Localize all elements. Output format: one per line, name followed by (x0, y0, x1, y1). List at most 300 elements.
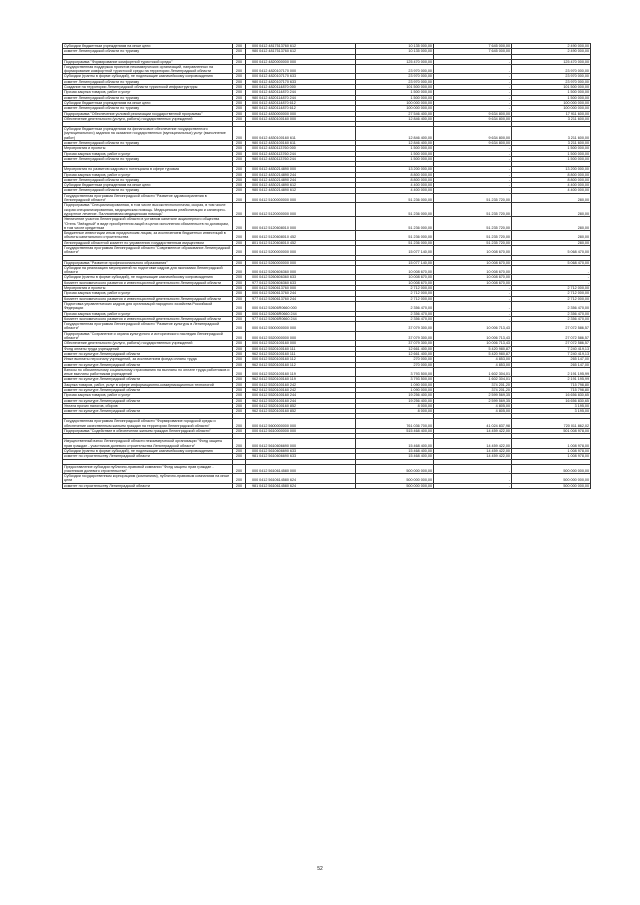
row-approved-cell: 500 000 000,00 (356, 483, 434, 488)
row-executed-cell: 374 201,20 (434, 382, 512, 387)
row-approved-cell: 15 468 400,00 (356, 454, 434, 459)
row-executed-cell: - (434, 156, 512, 161)
row-code-cell: 200 (233, 172, 246, 177)
row-name-cell: комитет Ленинградской области по туризму (63, 188, 233, 193)
row-approved-cell: 27 546 400,00 (356, 111, 434, 116)
row-approved-cell: 51 236 000,00 (356, 240, 434, 245)
row-code-cell: 200 (233, 90, 246, 95)
row-executed-cell: 374 201,20 (434, 388, 512, 393)
row-remaining-cell: 280,00 (512, 217, 591, 231)
row-code-cell: 200 (233, 403, 246, 408)
row-executed-cell: 51 235 720,00 (434, 203, 512, 217)
row-remaining-cell: 280,00 (512, 193, 591, 203)
table-row (63, 322, 591, 332)
row-name-cell: комитет по строительству Ленинградской области (63, 483, 233, 488)
row-kbk-cell: 000 0412 4820000000 000 (246, 59, 356, 64)
row-executed-cell: - (434, 311, 512, 316)
row-name-cell: комитет по культуре Ленинградской области (63, 398, 233, 403)
row-executed-cell: - (434, 59, 512, 64)
row-approved-cell: 12 661 400,00 (356, 346, 434, 351)
row-executed-cell: 9 634 800,00 (434, 141, 512, 146)
row-executed-cell: 1 602 304,01 (434, 367, 512, 377)
row-approved-cell: 10 008 670,00 (356, 275, 434, 280)
row-kbk-cell: 977 0412 5260606360 633 (246, 280, 356, 285)
row-code-cell: 200 (233, 156, 246, 161)
row-kbk-cell: 000 0412 5600000000 000 (246, 419, 356, 429)
row-code-cell: 200 (233, 357, 246, 362)
row-remaining-cell: 27 072 586,57 (512, 322, 591, 332)
row-remaining-cell: 4 400 000,00 (512, 183, 591, 188)
table-row (63, 231, 591, 241)
row-executed-cell: - (434, 188, 512, 193)
row-code-cell: 200 (233, 316, 246, 321)
table-row (63, 474, 591, 484)
row-name-cell: Ленинградский областной комитет по управлению государственным имуществом (63, 240, 233, 245)
row-kbk-cell: 980 0412 4820114870 244 (246, 95, 356, 100)
row-kbk-cell: 000 0412 5260613760 000 (246, 286, 356, 291)
row-name-cell: Подпрограмма "Специализированная, в том числе высокотехнологичная, скорая, в том числе скорая специализированная, медицинская помощь. Медицинская реабилитация и санаторно-курортное лечение. Паллиативная медицинская помощь" (63, 203, 233, 217)
row-executed-cell: 41 024 837,98 (434, 419, 512, 429)
table-row (63, 193, 591, 203)
row-kbk-cell: 000 0412 5200000000 000 (246, 245, 356, 255)
row-approved-cell: 19 256 400,00 (356, 398, 434, 403)
row-remaining-cell: 3 195,00 (512, 409, 591, 414)
row-executed-cell: 9 634 800,00 (434, 111, 512, 116)
row-executed-cell: 4 805,00 (434, 409, 512, 414)
row-code-cell: 200 (233, 193, 246, 203)
row-executed-cell: 4 853,00 (434, 362, 512, 367)
row-code-cell: 200 (233, 74, 246, 79)
row-name-cell: Прочая закупка товаров, работ и услуг (63, 393, 233, 398)
row-kbk-cell: 000 0412 5260613760 244 (246, 291, 356, 296)
row-executed-cell: - (434, 183, 512, 188)
row-kbk-cell: 801 0412 5120608010 452 (246, 240, 356, 245)
row-kbk-cell: 000 0412 5610000000 000 (246, 429, 356, 434)
row-name-cell: Подпрограмма "Формирование комфортной туристской среды" (63, 59, 233, 64)
row-approved-cell: 500 000 000,00 (356, 464, 434, 474)
row-code-cell: 200 (233, 79, 246, 84)
row-kbk-cell: 977 0412 5260613760 244 (246, 296, 356, 301)
row-remaining-cell: 13 200 000,00 (512, 167, 591, 172)
row-remaining-cell: - (512, 280, 591, 285)
row-code-cell: 200 (233, 167, 246, 172)
row-kbk-cell: 980 0412 4820114870 612 (246, 106, 356, 111)
row-code-cell: 200 (233, 362, 246, 367)
row-code-cell: 200 (233, 106, 246, 111)
row-remaining-cell: 125 470 000,00 (512, 59, 591, 64)
row-code-cell: 200 (233, 260, 246, 265)
row-name-cell: Комитет экономического развития и инвестиционной деятельности Ленинградской области (63, 296, 233, 301)
row-name-cell: Подпрограмма "Развитие профессионального образования" (63, 260, 233, 265)
row-approved-cell: 1 500 000,00 (356, 151, 434, 156)
row-code-cell: 200 (233, 280, 246, 285)
row-remaining-cell: 7 240 419,13 (512, 351, 591, 356)
row-approved-cell: 10 008 670,00 (356, 265, 434, 275)
row-remaining-cell: - (512, 265, 591, 275)
row-name-cell: комитет по культуре Ленинградской области (63, 388, 233, 393)
row-code-cell: 200 (233, 419, 246, 429)
row-approved-cell: 761 036 700,00 (356, 419, 434, 429)
row-name-cell: Подпрограмма "Сохранение и охрана культурного и исторического наследия Ленинградской области" (63, 331, 233, 341)
table-row (63, 464, 591, 474)
row-kbk-cell: 000 0412 5610606690 633 (246, 448, 356, 453)
row-kbk-cell: 977 0412 52606R0660 244 (246, 316, 356, 321)
row-code-cell: 200 (233, 322, 246, 332)
row-remaining-cell: 280,00 (512, 203, 591, 217)
row-kbk-cell: 000 0412 4820114870 244 (246, 90, 356, 95)
row-executed-cell: 51 235 720,00 (434, 217, 512, 231)
row-executed-cell: 51 235 720,00 (434, 231, 512, 241)
row-remaining-cell: 715 798,80 (512, 382, 591, 387)
row-code-cell: 200 (233, 464, 246, 474)
table-row (63, 203, 591, 217)
row-remaining-cell: 2 490 000,00 (512, 49, 591, 54)
row-kbk-cell: 980 0412 4830214890 612 (246, 188, 356, 193)
row-name-cell: Субсидии бюджетным учреждениям на иные цели (63, 183, 233, 188)
row-executed-cell: 5 420 980,87 (434, 346, 512, 351)
budget-execution-table (62, 43, 591, 489)
row-code-cell: 200 (233, 151, 246, 156)
row-code-cell: 200 (233, 111, 246, 116)
row-code-cell: 200 (233, 127, 246, 141)
row-name-cell: комитет по культуре Ленинградской области (63, 409, 233, 414)
row-remaining-cell: 23 970 000,00 (512, 64, 591, 74)
row-code-cell: 200 (233, 245, 246, 255)
row-remaining-cell: 8 800 000,00 (512, 172, 591, 177)
row-remaining-cell: 23 970 000,00 (512, 74, 591, 79)
row-approved-cell: 23 970 000,00 (356, 74, 434, 79)
row-code-cell: 200 (233, 393, 246, 398)
row-remaining-cell: 1 500 000,00 (512, 151, 591, 156)
row-kbk-cell: 962 0412 5520100160 242 (246, 388, 356, 393)
row-remaining-cell: 265 147,00 (512, 362, 591, 367)
row-executed-cell: 10 008 670,00 (434, 275, 512, 280)
row-name-cell: Субсидии (гранты в форме субсидий), не подлежащие казначейскому сопровождению (63, 275, 233, 280)
row-remaining-cell: 100 000 000,00 (512, 100, 591, 105)
row-remaining-cell: 500 000 000,00 (512, 483, 591, 488)
row-executed-cell: - (434, 301, 512, 311)
row-approved-cell: 500 000 000,00 (356, 474, 434, 484)
row-kbk-cell: 000 0412 5120608010 000 (246, 217, 356, 231)
row-executed-cell: 10 008 670,00 (434, 280, 512, 285)
row-kbk-cell: 000 0412 5500000000 000 (246, 322, 356, 332)
row-executed-cell: - (434, 85, 512, 90)
row-code-cell: 200 (233, 382, 246, 387)
row-name-cell: Субсидии бюджетным учреждениям на иные цели (63, 100, 233, 105)
row-remaining-cell: 715 798,80 (512, 388, 591, 393)
row-name-cell: Прочая закупка товаров, работ и услуг (63, 90, 233, 95)
row-remaining-cell: 2 712 000,00 (512, 286, 591, 291)
row-approved-cell: 101 500 000,00 (356, 85, 434, 90)
row-name-cell: Иные выплаты персоналу учреждений, за исключением фонда оплаты труда (63, 357, 233, 362)
row-name-cell: Субсидии (гранты в форме субсидий), не подлежащие казначейскому сопровождению (63, 448, 233, 453)
row-remaining-cell: 1 008 978,00 (512, 448, 591, 453)
row-code-cell: 200 (233, 398, 246, 403)
row-remaining-cell: 280,00 (512, 240, 591, 245)
row-remaining-cell: 1 008 978,00 (512, 454, 591, 459)
row-code-cell: 200 (233, 351, 246, 356)
row-remaining-cell: 5 068 470,00 (512, 245, 591, 255)
row-remaining-cell: 2 356 470,00 (512, 301, 591, 311)
row-approved-cell: 2 356 470,00 (356, 311, 434, 316)
row-code-cell: 200 (233, 439, 246, 449)
row-approved-cell: 1 500 000,00 (356, 90, 434, 95)
row-remaining-cell: 3 211 600,00 (512, 127, 591, 141)
row-approved-cell: 4 400 000,00 (356, 188, 434, 193)
row-kbk-cell: 980 0412 4830100160 611 (246, 141, 356, 146)
row-name-cell: Предоставление субсидии публично-правовой компании "Фонд защиты прав граждан - участников долевого строительства" (63, 464, 233, 474)
row-kbk-cell: 000 0412 4830214890 000 (246, 167, 356, 172)
row-executed-cell: 51 235 720,00 (434, 193, 512, 203)
row-kbk-cell: 000 0412 4820107170 000 (246, 64, 356, 74)
row-approved-cell: 23 970 000,00 (356, 64, 434, 74)
row-kbk-cell: 000 0412 5520100160 244 (246, 393, 356, 398)
row-kbk-cell: 000 0412 5260000000 000 (246, 260, 356, 265)
row-executed-cell: - (434, 146, 512, 151)
row-remaining-cell: 1 500 000,00 (512, 146, 591, 151)
row-approved-cell: 8 000,00 (356, 409, 434, 414)
row-executed-cell: 4 805,00 (434, 403, 512, 408)
row-executed-cell: 10 008 670,00 (434, 265, 512, 275)
row-remaining-cell: 17 911 600,00 (512, 111, 591, 116)
row-remaining-cell: 2 490 000,00 (512, 44, 591, 49)
row-remaining-cell: 16 656 830,65 (512, 393, 591, 398)
row-remaining-cell: 27 072 586,57 (512, 331, 591, 341)
row-kbk-cell: 000 0412 4830214890 612 (246, 183, 356, 188)
row-kbk-cell: 000 0412 5520100160 852 (246, 403, 356, 408)
row-name-cell: Комитет экономического развития и инвестиционной деятельности Ленинградской области (63, 316, 233, 321)
row-name-cell: Государственная программа Ленинградской области "Развитие здравоохранения в Ленинградской области" (63, 193, 233, 203)
row-name-cell: комитет по культуре Ленинградской области (63, 377, 233, 382)
row-name-cell: Обеспечение деятельности (услуги, работы) государственных учреждений (63, 341, 233, 346)
row-remaining-cell: 500 000 000,00 (512, 464, 591, 474)
row-executed-cell: - (434, 296, 512, 301)
row-executed-cell: - (434, 64, 512, 74)
row-code-cell: 200 (233, 346, 246, 351)
row-code-cell: 200 (233, 341, 246, 346)
row-approved-cell: 51 236 000,00 (356, 217, 434, 231)
row-name-cell: комитет Ленинградской области по туризму (63, 106, 233, 111)
row-remaining-cell: 720 011 862,02 (512, 419, 591, 429)
row-approved-cell: 37 079 300,00 (356, 341, 434, 346)
row-executed-cell: 14 459 422,00 (434, 454, 512, 459)
row-name-cell: Комитет экономического развития и инвестиционной деятельности Ленинградской области (63, 280, 233, 285)
row-kbk-cell: 980 0412 4830113760 244 (246, 156, 356, 161)
row-remaining-cell: 100 000 000,00 (512, 106, 591, 111)
row-executed-cell: 14 459 422,00 (434, 439, 512, 449)
table-row (63, 64, 591, 74)
row-remaining-cell: - (512, 275, 591, 280)
row-remaining-cell: 265 147,00 (512, 357, 591, 362)
row-code-cell: 200 (233, 49, 246, 54)
row-executed-cell: 10 008 670,00 (434, 260, 512, 265)
row-kbk-cell: 980 0412 4820107170 633 (246, 79, 356, 84)
row-remaining-cell: 23 970 000,00 (512, 79, 591, 84)
row-approved-cell: 12 661 400,00 (356, 351, 434, 356)
row-approved-cell: 1 500 000,00 (356, 95, 434, 100)
row-remaining-cell: 2 191 195,99 (512, 367, 591, 377)
row-name-cell: Прочая закупка товаров, работ и услуг (63, 172, 233, 177)
row-executed-cell: 2 599 569,35 (434, 393, 512, 398)
row-kbk-cell: 000 0412 52606R0660 244 (246, 311, 356, 316)
row-code-cell: 200 (233, 331, 246, 341)
row-kbk-cell: 962 0412 5520100160 852 (246, 409, 356, 414)
row-kbk-cell: 000 0412 4820114870 612 (246, 100, 356, 105)
row-remaining-cell: 1 500 000,00 (512, 90, 591, 95)
row-approved-cell: 8 800 000,00 (356, 177, 434, 182)
row-approved-cell: 37 079 300,00 (356, 322, 434, 332)
row-remaining-cell: 3 211 600,00 (512, 116, 591, 121)
row-approved-cell: 37 079 300,00 (356, 331, 434, 341)
row-approved-cell: 1 090 000,00 (356, 388, 434, 393)
table-row (63, 265, 591, 275)
table-body (63, 44, 591, 489)
row-name-cell: комитет по культуре Ленинградской области (63, 362, 233, 367)
row-remaining-cell: 1 008 978,00 (512, 439, 591, 449)
row-executed-cell: - (434, 286, 512, 291)
row-name-cell: комитет Ленинградской области по туризму (63, 177, 233, 182)
page-number: 52 (317, 866, 323, 872)
row-remaining-cell: 3 211 600,00 (512, 141, 591, 146)
row-kbk-cell: 962 0412 5520100160 244 (246, 398, 356, 403)
row-approved-cell: 51 236 000,00 (356, 193, 434, 203)
row-approved-cell: 3 793 500,00 (356, 377, 434, 382)
row-executed-cell: - (434, 291, 512, 296)
row-kbk-cell: 000 0412 5520100160 000 (246, 341, 356, 346)
row-code-cell: 200 (233, 265, 246, 275)
row-kbk-cell: 981 0412 5610614580 624 (246, 483, 356, 488)
row-code-cell: 200 (233, 141, 246, 146)
row-remaining-cell: 2 356 470,00 (512, 316, 591, 321)
table-row (63, 331, 591, 341)
row-remaining-cell: 16 656 830,65 (512, 398, 591, 403)
row-kbk-cell: 000 0412 5520100160 112 (246, 357, 356, 362)
row-approved-cell: 270 000,00 (356, 357, 434, 362)
row-code-cell: 200 (233, 296, 246, 301)
row-name-cell: комитет Ленинградской области по туризму (63, 79, 233, 84)
row-code-cell: 200 (233, 286, 246, 291)
row-name-cell: комитет Ленинградской области по туризму (63, 95, 233, 100)
row-code-cell: 200 (233, 388, 246, 393)
row-code-cell: 200 (233, 474, 246, 484)
row-executed-cell: 2 599 569,35 (434, 398, 512, 403)
row-approved-cell: 2 356 470,00 (356, 301, 434, 311)
row-approved-cell: 2 712 000,00 (356, 296, 434, 301)
row-name-cell: комитет по культуре Ленинградской области (63, 351, 233, 356)
row-kbk-cell: 000 0412 5120608010 452 (246, 231, 356, 241)
row-executed-cell: 10 008 670,00 (434, 245, 512, 255)
row-kbk-cell: 000 0412 4820107170 633 (246, 74, 356, 79)
row-kbk-cell: 000 0412 5520100160 119 (246, 367, 356, 377)
row-remaining-cell: 8 800 000,00 (512, 177, 591, 182)
row-name-cell: комитет Ленинградской области по туризму (63, 141, 233, 146)
row-kbk-cell: 000 0412 52606R0660 000 (246, 301, 356, 311)
row-kbk-cell: 000 0412 4830100160 000 (246, 116, 356, 121)
row-kbk-cell: 981 0412 5610606690 633 (246, 454, 356, 459)
row-name-cell: Государственная программа Ленинградской области "Развитие культуры в Ленинградской области" (63, 322, 233, 332)
row-code-cell: 200 (233, 95, 246, 100)
row-remaining-cell: 101 500 000,00 (512, 85, 591, 90)
row-kbk-cell: 980 0412 4817513760 612 (246, 49, 356, 54)
row-name-cell: Создание на территории Ленинградской области туристской инфраструктуры (63, 85, 233, 90)
row-name-cell: комитет Ленинградской области по туризму (63, 156, 233, 161)
row-approved-cell: 15 468 400,00 (356, 439, 434, 449)
row-executed-cell: - (434, 90, 512, 95)
row-approved-cell: 12 846 400,00 (356, 141, 434, 146)
row-name-cell: Субсидии государственным корпорациям (компаниям), публично-правовым компаниям на иные цели (63, 474, 233, 484)
row-kbk-cell: 000 0412 4830100160 611 (246, 127, 356, 141)
row-remaining-cell: 2 712 000,00 (512, 296, 591, 301)
table-row (63, 217, 591, 231)
row-name-cell: Государственная поддержка проектов некоммерческих организаций, направленных на формирование комфортной туристской среды на территории Ленинградской области (63, 64, 233, 74)
row-approved-cell: 1 090 000,00 (356, 382, 434, 387)
row-code-cell: 200 (233, 483, 246, 488)
row-code-cell: 200 (233, 116, 246, 121)
row-remaining-cell: 3 195,00 (512, 403, 591, 408)
row-approved-cell: 1 500 000,00 (356, 156, 434, 161)
row-executed-cell: - (434, 106, 512, 111)
row-name-cell: комитет по строительству Ленинградской области (63, 454, 233, 459)
row-approved-cell: 125 470 000,00 (356, 59, 434, 64)
row-approved-cell: 51 236 000,00 (356, 231, 434, 241)
row-name-cell: Государственная программа Ленинградской области "Современное образование Ленинградской области" (63, 245, 233, 255)
row-code-cell: 200 (233, 448, 246, 453)
row-remaining-cell: 27 072 586,57 (512, 341, 591, 346)
row-executed-cell: 10 006 713,43 (434, 341, 512, 346)
row-name-cell: Подготовка управленческих кадров для организаций народного хозяйства Российской Федерации (63, 301, 233, 311)
row-executed-cell: - (434, 74, 512, 79)
row-code-cell: 200 (233, 275, 246, 280)
row-executed-cell: 9 634 800,00 (434, 116, 512, 121)
row-executed-cell: - (434, 483, 512, 488)
row-kbk-cell: 000 0412 4820114870 000 (246, 85, 356, 90)
row-executed-cell: 10 006 713,43 (434, 322, 512, 332)
row-name-cell: Уплата прочих налогов, сборов (63, 403, 233, 408)
row-kbk-cell: 980 0412 4830214890 244 (246, 177, 356, 182)
row-code-cell: 200 (233, 301, 246, 311)
row-kbk-cell: 000 0412 5120000000 000 (246, 203, 356, 217)
row-executed-cell: 10 006 713,43 (434, 331, 512, 341)
row-code-cell: 200 (233, 188, 246, 193)
row-approved-cell: 10 008 670,00 (356, 280, 434, 285)
row-remaining-cell: 2 712 000,00 (512, 291, 591, 296)
row-executed-cell: 7 645 000,00 (434, 44, 512, 49)
table-row (63, 245, 591, 255)
row-approved-cell: 19 256 400,00 (356, 393, 434, 398)
row-kbk-cell: 000 0412 5520100160 242 (246, 382, 356, 387)
row-name-cell: Мероприятия по развитию кадрового потенциала в сфере туризма (63, 167, 233, 172)
row-executed-cell: 51 235 720,00 (434, 240, 512, 245)
table-row (63, 419, 591, 429)
row-name-cell: Имущественный взнос Ленинградской области некоммерческой организации "Фонд защиты прав граждан - участников долевого строительства Ленинградской области" (63, 439, 233, 449)
row-name-cell: Прочая закупка товаров, работ и услуг (63, 311, 233, 316)
row-approved-cell: 23 970 000,00 (356, 79, 434, 84)
row-approved-cell: 2 712 000,00 (356, 291, 434, 296)
table-row (63, 301, 591, 311)
budget-table-sheet (62, 43, 590, 489)
row-kbk-cell: 000 0412 5610614580 624 (246, 474, 356, 484)
row-kbk-cell: 000 0412 4830214890 244 (246, 172, 356, 177)
row-name-cell: Субсидии (гранты в форме субсидий), не подлежащие казначейскому сопровождению (63, 74, 233, 79)
row-code-cell: 200 (233, 429, 246, 434)
row-executed-cell: - (434, 167, 512, 172)
row-code-cell: 200 (233, 377, 246, 382)
row-executed-cell: - (434, 316, 512, 321)
row-approved-cell: 270 000,00 (356, 362, 434, 367)
row-name-cell: Фонд оплаты труда учреждений (63, 346, 233, 351)
row-kbk-cell: 000 0412 5260606360 633 (246, 275, 356, 280)
row-code-cell: 200 (233, 203, 246, 217)
